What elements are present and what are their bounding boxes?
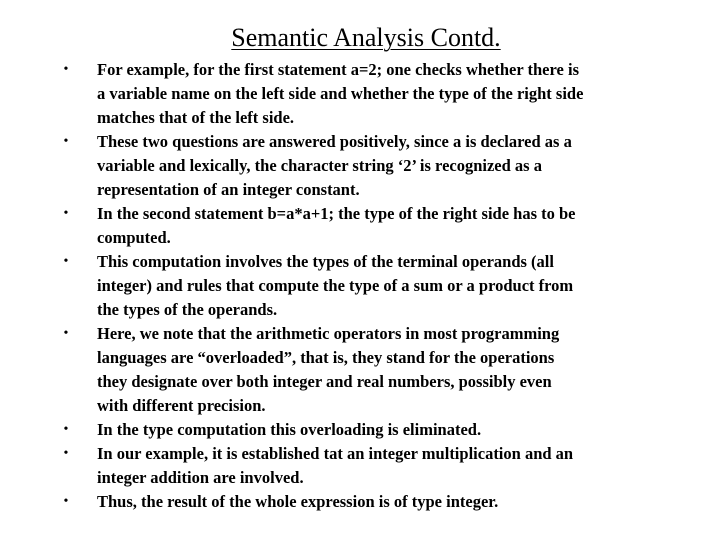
bullet-dot-icon: • (63, 62, 69, 77)
bullet-dot-icon: • (63, 446, 69, 461)
bullet-dot-icon: • (63, 206, 69, 221)
bullet-text-2: These two questions are answered positively, since a is declared as a variable and lexically, the character string ‘2’ is recognized as a representation of an integer constant. (97, 132, 572, 199)
slide-title: Semantic Analysis Contd. (231, 23, 501, 52)
bullet-dot-icon: • (63, 494, 69, 509)
bullet-text-4: This computation involves the types of the terminal operands (all integer) and rules that compute the type of a sum or a product from the types of the operands. (97, 252, 574, 319)
bullet-text-8: Thus, the result of the whole expression is of type integer. (97, 492, 499, 511)
bullet-text-3: In the second statement b=a*a+1; the type of the right side has to be computed. (97, 204, 576, 247)
bullet-dot-icon: • (63, 134, 69, 149)
bullet-text-5: Here, we note that the arithmetic operators in most programming languages are “overloaded”, that is, they stand for the operations they designate over both integer and real numbers, possibly even with different precision. (97, 324, 560, 415)
bullet-text-1: For example, for the first statement a=2; one checks whether there is a variable name on the left side and whether the type of the right side matches that of the left side. (97, 60, 584, 127)
bullet-dot-icon: • (63, 326, 69, 341)
bullet-text-6: In the type computation this overloading is eliminated. (97, 420, 482, 439)
bullet-dot-icon: • (63, 254, 69, 269)
bullet-dot-icon: • (63, 422, 69, 437)
bullet-text-7: In our example, it is established tat an integer multiplication and an integer addition are involved. (97, 444, 574, 487)
